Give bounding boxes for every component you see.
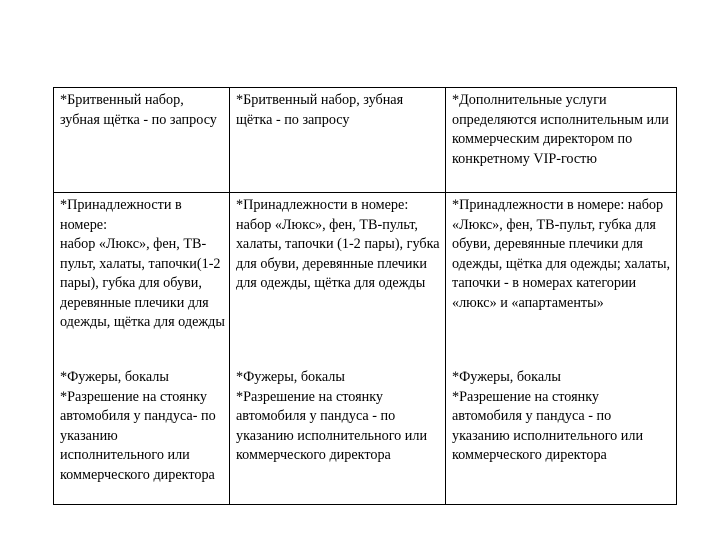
table-row — [54, 368, 677, 505]
table-cell — [54, 368, 230, 505]
table-cell — [230, 88, 446, 193]
table-row — [54, 88, 677, 193]
table-cell — [230, 368, 446, 505]
table-cell — [230, 193, 446, 369]
cell-text: *Дополнительные услуги определяются исполнительным или коммерческим директором по конкретному VIP-гостю — [452, 92, 669, 167]
table-cell — [446, 88, 677, 193]
cell-text: *Бритвенный набор, зубная щётка - по запросу — [60, 92, 217, 128]
table-row — [54, 193, 677, 369]
services-table — [53, 87, 677, 505]
cell-text: *Принадлежности в номере: набор «Люкс», фен, ТВ- пульт, халаты, тапочки(1-2 пары), губка для обуви, деревянные плечики для одежды, щётка для одежды — [60, 197, 225, 330]
table-cell — [446, 368, 677, 505]
cell-text: *Принадлежности в номере: набор «Люкс», фен, ТВ-пульт, губка для обуви, деревянные плечики для одежды, щётка для одежды; халаты, тапочки - в номерах категории «люкс» и «апартаменты» — [452, 197, 671, 311]
cell-text: *Фужеры, бокалы *Разрешение на стоянку автомобиля у пандуса- по указанию исполнительного или коммерческого директора — [60, 369, 216, 483]
table-cell — [446, 193, 677, 369]
table-cell — [54, 88, 230, 193]
cell-text: *Принадлежности в номере: набор «Люкс», фен, ТВ-пульт, халаты, тапочки (1-2 пары), губка для обуви, деревянные плечики для одежды, щётка для одежды — [236, 197, 440, 291]
table-cell — [54, 193, 230, 369]
cell-text: *Фужеры, бокалы *Разрешение на стоянку автомобиля у пандуса - по указанию исполнительного или коммерческого директора — [236, 369, 428, 463]
cell-text: *Бритвенный набор, зубная щётка - по запросу — [236, 92, 404, 128]
cell-text: *Фужеры, бокалы *Разрешение на стоянку автомобиля у пандуса - по указанию исполнительного или коммерческого директора — [452, 369, 644, 463]
